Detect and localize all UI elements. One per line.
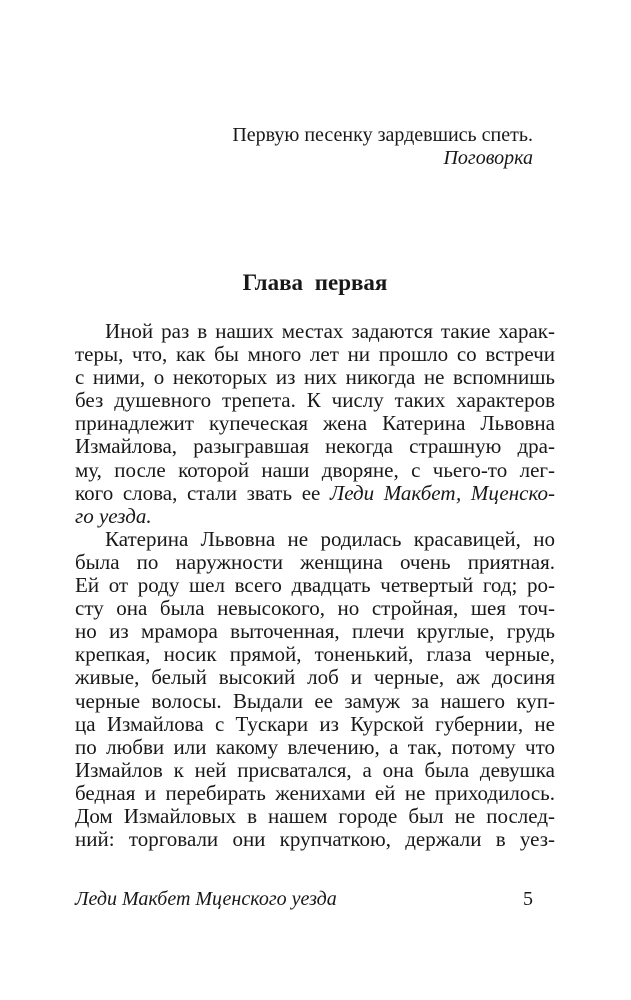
- text-segment: была по наружности женщина очень приятная.: [75, 550, 555, 574]
- text-segment: Иной раз в наших местах задаются такие харак-: [105, 320, 555, 343]
- text-line: [75, 343, 555, 366]
- text-line: [75, 389, 555, 412]
- text-line: [75, 690, 555, 713]
- epigraph-quote: Первую песенку зардевшись спеть.: [232, 124, 533, 146]
- text-line: [75, 620, 555, 643]
- running-title: Леди Макбет Мценского уезда: [75, 888, 337, 910]
- page-footer: [75, 888, 555, 911]
- text-segment: сту она была невысокого, но стройная, шея точ-: [75, 597, 555, 621]
- body-text: [75, 320, 555, 851]
- text-segment: ний: торговали они крупчаткою, держали в уез-: [75, 828, 555, 852]
- text-line: [75, 551, 555, 574]
- text-segment-italic: Леди Макбет, Мценско-: [329, 481, 555, 505]
- text-line: [75, 828, 555, 851]
- epigraph: [75, 124, 533, 170]
- text-line: [75, 759, 555, 782]
- text-segment: но из мрамора выточенная, плечи круглые, грудь: [75, 620, 555, 644]
- text-segment: живые, белый высокий лоб и черные, аж досиня: [75, 666, 555, 690]
- text-segment: Измайлов к ней присватался, а она была девушка: [75, 758, 555, 782]
- text-line: [75, 805, 555, 828]
- text-line: [75, 482, 555, 505]
- text-segment: Ей от роду шел всего двадцать четвертый год; ро-: [75, 574, 555, 598]
- text-line: [75, 459, 555, 482]
- text-line: [75, 782, 555, 805]
- text-line: [75, 528, 555, 551]
- chapter-title: Глава первая: [242, 270, 388, 295]
- text-segment: крепкая, носик прямой, тоненький, глаза черные,: [75, 643, 555, 667]
- text-segment: принадлежит купеческая жена Катерина Львовна: [75, 412, 555, 436]
- text-segment: без душевного трепета. К числу таких характеров: [75, 389, 555, 413]
- text-line: [75, 597, 555, 620]
- text-line: [75, 435, 555, 458]
- text-line: [75, 320, 555, 343]
- text-segment: Измайлова, разыгравшая некогда страшную дра-: [75, 435, 555, 459]
- text-line: [75, 366, 555, 389]
- epigraph-attribution: Поговорка: [443, 147, 533, 169]
- text-segment: Катерина Львовна не родилась красавицей, но: [105, 527, 555, 551]
- text-segment: по любви или какому влечению, а так, потому что: [75, 735, 555, 759]
- text-line: [75, 666, 555, 689]
- text-line: [75, 574, 555, 597]
- text-line: [75, 713, 555, 736]
- text-segment: ца Измайлова с Тускари из Курской губернии, не: [75, 712, 555, 736]
- text-segment: черные волосы. Выдали ее замуж за нашего куп-: [75, 689, 555, 713]
- text-line: [75, 412, 555, 435]
- paragraph: [75, 528, 555, 851]
- text-segment: с ними, о некоторых из них никогда не вспомнишь: [75, 366, 555, 390]
- text-line: [75, 643, 555, 666]
- text-segment: кого слова, стали звать ее: [75, 481, 330, 505]
- text-segment: му, после которой наши дворяне, с чьего-то лег-: [75, 458, 555, 482]
- text-segment: Дом Измайловых в нашем городе был не послед-: [75, 804, 555, 828]
- text-segment: теры, что, как бы много лет ни прошло со встречи: [75, 343, 555, 367]
- paragraph: [75, 320, 555, 528]
- text-segment-italic: го уезда.: [75, 504, 152, 528]
- text-segment: бедная и перебирать женихами ей не приходилось.: [75, 781, 555, 805]
- text-line: [75, 505, 555, 528]
- text-line: [75, 736, 555, 759]
- page-number: 5: [523, 888, 533, 910]
